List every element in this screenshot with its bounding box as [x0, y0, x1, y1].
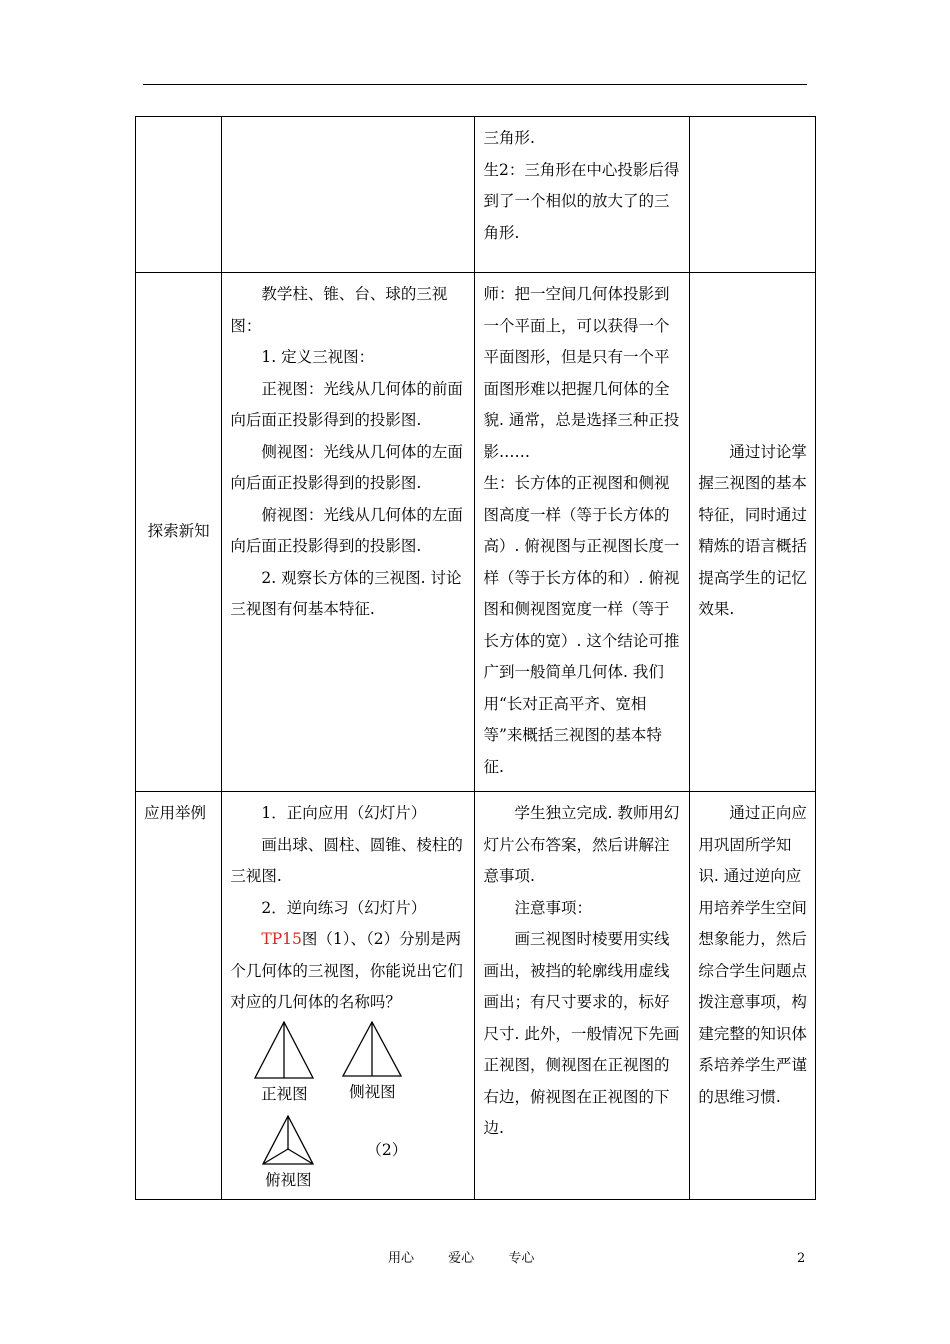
process-label: 应用举例	[144, 804, 207, 822]
top-view-label: 俯视图	[265, 1170, 312, 1189]
content-text: 2．逆向练习（幻灯片）	[261, 898, 427, 917]
interaction-text: 师：把一空间几何体投影到一个平面上，可以获得一个平面图形，但是只有一个平面图形难以把握几何体的全貌. 通常，总是选择三种正投影……	[483, 285, 680, 461]
page-number: 2	[797, 1251, 806, 1266]
intent-cell	[690, 273, 816, 792]
interaction-text: 学生独立完成. 教师用幻灯片公布答案，然后讲解注意事项.	[483, 804, 680, 885]
interaction-text: 注意事项：	[514, 898, 592, 917]
footer-motto-word: 专心	[508, 1251, 535, 1266]
interaction-text: 生2：三角形在中心投影后得到了一个相似的放大了的三角形.	[483, 160, 680, 242]
interaction-cell	[475, 792, 690, 1200]
content-text: 1．正向应用（幻灯片）	[261, 804, 427, 822]
front-view-triangle	[254, 1021, 314, 1079]
table-row	[136, 273, 816, 792]
process-cell	[136, 792, 222, 1200]
intent-cell	[690, 117, 816, 273]
footer-motto-word: 爱心	[448, 1251, 475, 1266]
interaction-text: 三角形.	[483, 129, 535, 147]
textbook-reference: TP15	[261, 930, 302, 948]
exercise-text: 图（1）、（2）分别是两个几何体的三视图，你能说出它们对应的几何体的名称吗？	[230, 930, 463, 1011]
content-text: 画出球、圆柱、圆锥、棱柱的三视图.	[230, 835, 463, 885]
table-row	[136, 792, 816, 1200]
top-view-figure	[262, 1115, 314, 1191]
content-cell	[222, 117, 475, 273]
content-text: 2. 观察长方体的三视图. 讨论三视图有何基本特征.	[230, 568, 462, 618]
interaction-text: 生：长方体的正视图和侧视图高度一样（等于长方体的高）. 俯视图与正视图长度一样（等于长方体的和）. 俯视图和侧视图宽度一样（等于长方体的宽）. 这个结论可推广到一般简单几何体. 我们用“长对正高平齐、宽相等”来概括三视图的基本特征.	[483, 474, 680, 776]
footer-motto-word: 用心	[388, 1251, 415, 1266]
intent-cell	[690, 792, 816, 1200]
three-view-figures	[230, 1021, 466, 1105]
side-view-label: 侧视图	[349, 1082, 396, 1101]
content-text: 教学柱、锥、台、球的三视图：	[230, 285, 448, 335]
content-text	[230, 924, 466, 1019]
interaction-cell	[475, 117, 690, 273]
process-cell	[136, 273, 222, 792]
figure-number: （2）	[366, 1140, 408, 1159]
content-text: 侧视图：光线从几何体的左面向后面正投影得到的投影图.	[230, 442, 463, 492]
content-text: 正视图：光线从几何体的前面向后面正投影得到的投影图.	[230, 379, 463, 429]
table-row	[136, 117, 816, 273]
process-label: 探索新知	[147, 522, 210, 541]
content-text: 1. 定义三视图：	[261, 348, 375, 366]
interaction-text: 画三视图时棱要用实线画出，被挡的轮廓线用虚线画出；有尺寸要求的，标好尺寸. 此外，一般情况下先画正视图，侧视图在正视图的右边，俯视图在正视图的下边.	[483, 930, 680, 1137]
side-view-figure	[342, 1021, 402, 1103]
interaction-cell	[475, 273, 690, 792]
top-view-row	[230, 1115, 466, 1191]
front-view-label: 正视图	[261, 1084, 308, 1103]
intent-text: 通过正向应用巩固所学知识. 通过逆向应用培养学生空间想象能力，然后综合学生问题点拨注意事项，构建完整的知识体系培养学生严谨的思维习惯.	[698, 804, 807, 1106]
content-cell	[222, 273, 475, 792]
footer-motto	[388, 1248, 564, 1270]
lesson-plan-table	[135, 116, 816, 1200]
process-cell	[136, 117, 222, 273]
header-rule	[143, 84, 807, 85]
intent-text: 通过讨论掌握三视图的基本特征，同时通过精炼的语言概括提高学生的记忆效果.	[698, 442, 807, 618]
side-view-triangle	[342, 1021, 402, 1077]
content-cell	[222, 792, 475, 1200]
content-text: 俯视图：光线从几何体的左面向后面正投影得到的投影图.	[230, 505, 463, 555]
front-view-figure	[254, 1021, 314, 1105]
page-footer	[0, 1248, 950, 1270]
top-view-triangle	[262, 1115, 314, 1165]
